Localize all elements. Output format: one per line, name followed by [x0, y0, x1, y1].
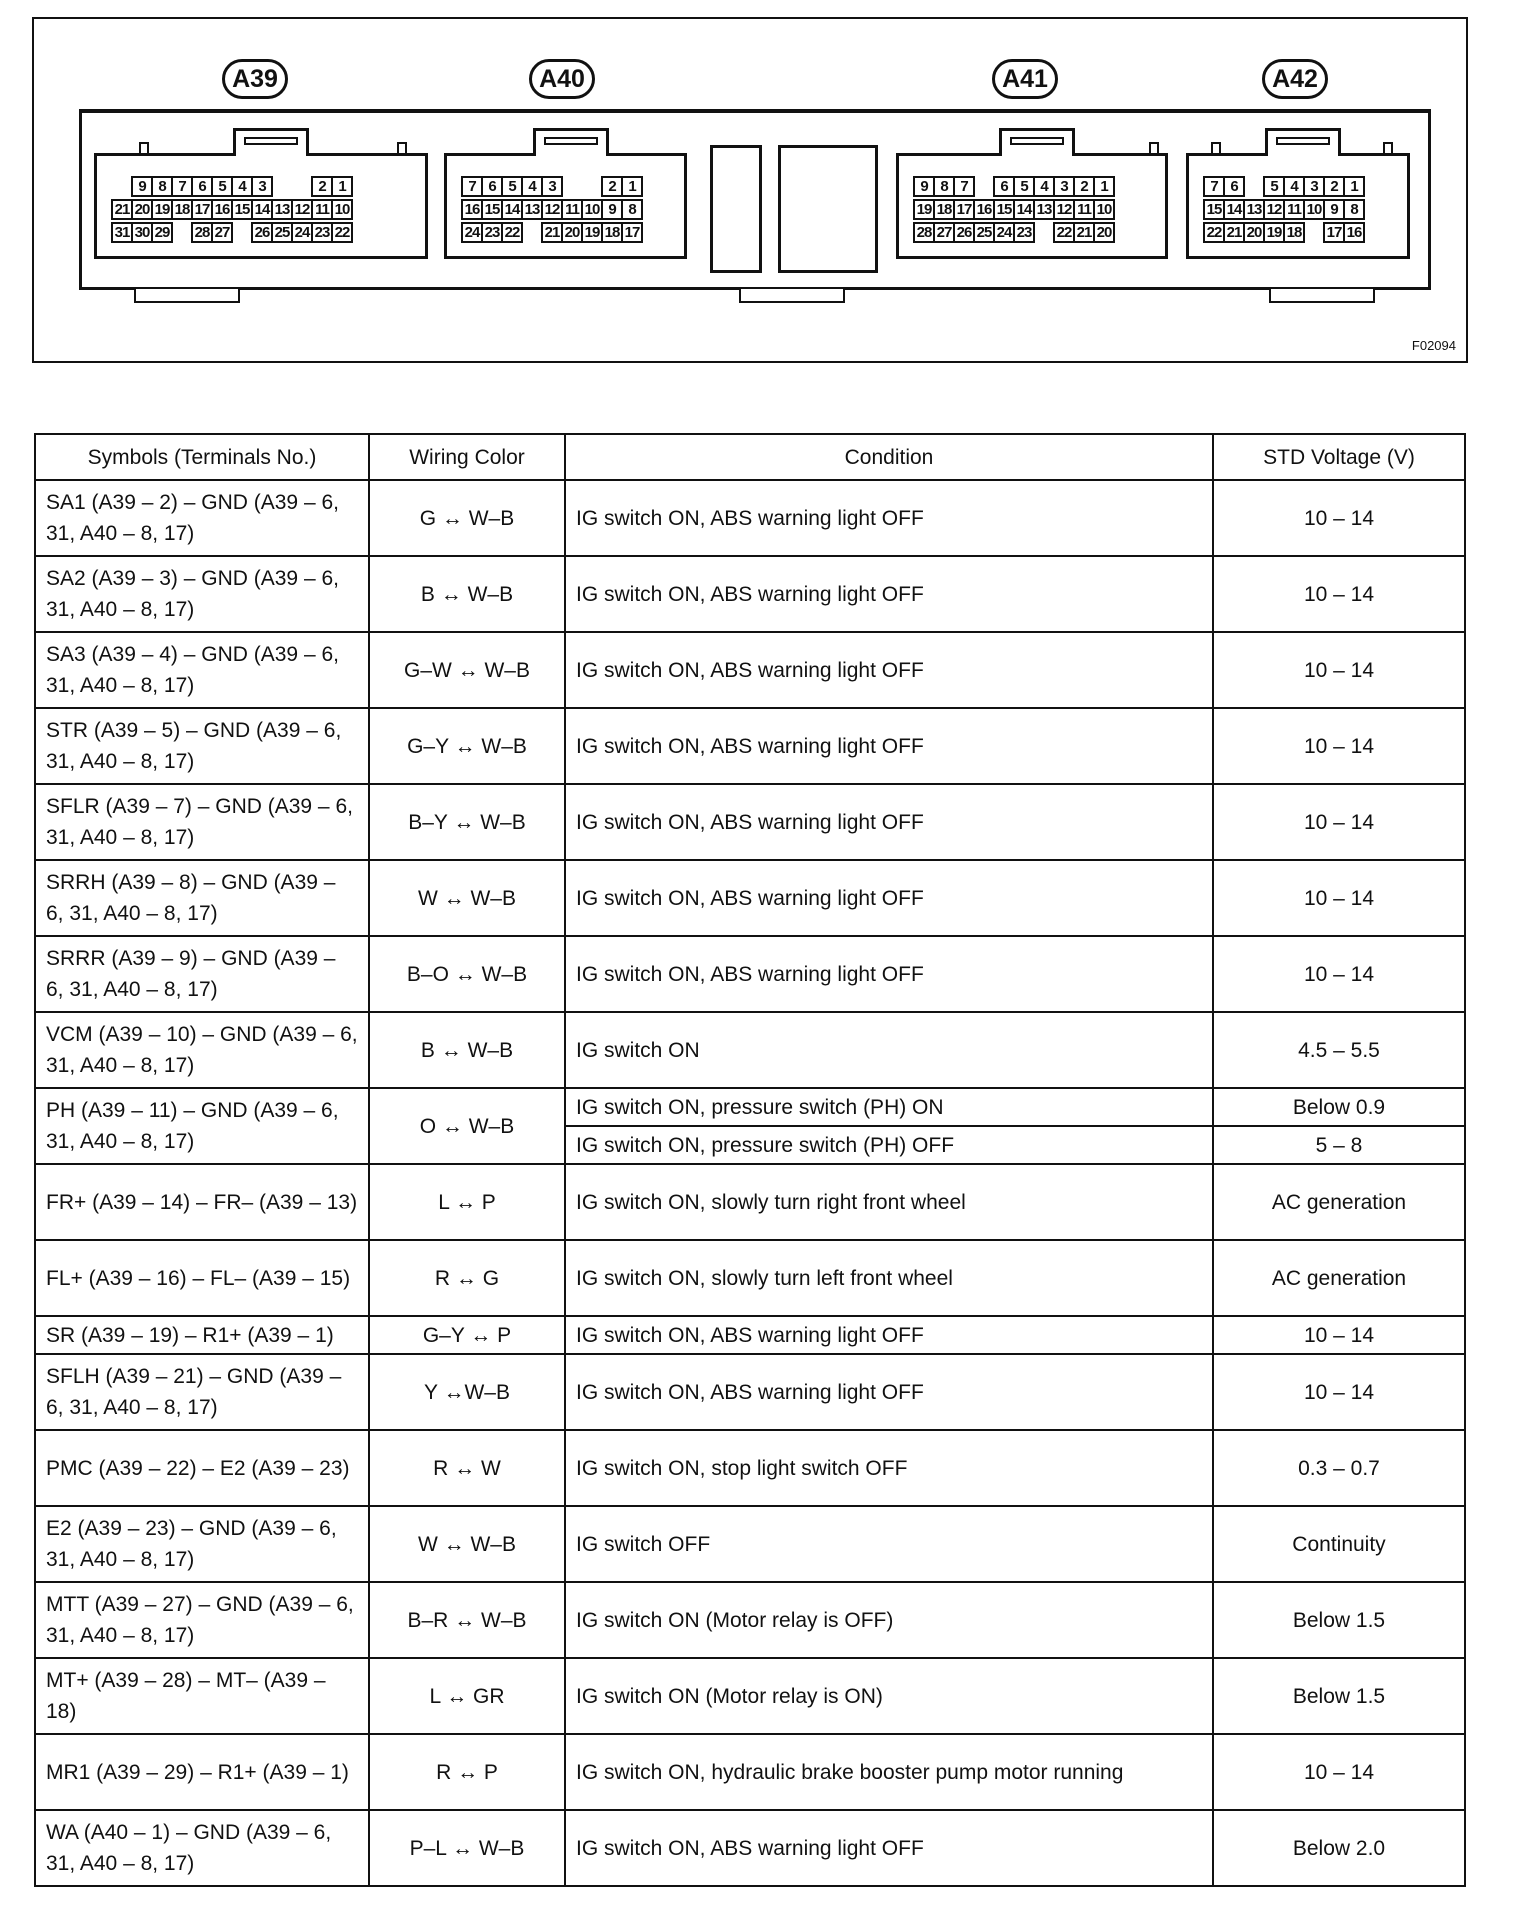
cell-std-voltage: AC generation [1213, 1240, 1465, 1316]
latch [1265, 128, 1341, 156]
latch [999, 128, 1075, 156]
cell-wiring-color: B–R ↔ W–B [369, 1582, 565, 1658]
pin: 19 [913, 199, 935, 220]
cell-std-voltage: 10 – 14 [1213, 936, 1465, 1012]
blank-cavity [710, 145, 762, 273]
pin-empty [1243, 176, 1265, 197]
pin-empty [561, 176, 583, 197]
housing-tab [134, 289, 240, 303]
pin: 24 [993, 222, 1015, 243]
cell-condition: IG switch OFF [565, 1506, 1213, 1582]
cell-wiring-color: O ↔ W–B [369, 1088, 565, 1164]
pin: 4 [1283, 176, 1305, 197]
pin-empty [171, 222, 193, 243]
pin: 17 [1323, 222, 1345, 243]
pin: 13 [271, 199, 293, 220]
pin: 13 [1243, 199, 1265, 220]
cell-std-voltage: 10 – 14 [1213, 480, 1465, 556]
pin: 18 [933, 199, 955, 220]
pin: 7 [461, 176, 483, 197]
cell-wiring-color: L ↔ GR [369, 1658, 565, 1734]
pin: 17 [621, 222, 643, 243]
cell-std-voltage: 10 – 14 [1213, 632, 1465, 708]
pin: 2 [1073, 176, 1095, 197]
pin: 29 [151, 222, 173, 243]
pin: 23 [481, 222, 503, 243]
pin: 10 [331, 199, 353, 220]
pin: 18 [601, 222, 623, 243]
cell-symbol: SRRH (A39 – 8) – GND (A39 – 6, 31, A40 – 8, 17) [35, 860, 369, 936]
pin: 31 [111, 222, 133, 243]
table-body [35, 480, 1465, 1886]
figure-code: F02094 [1411, 338, 1456, 353]
cell-wiring-color: B–O ↔ W–B [369, 936, 565, 1012]
pin-grid [913, 176, 1113, 245]
cell-symbol: WA (A40 – 1) – GND (A39 – 6, 31, A40 – 8, 17) [35, 1810, 369, 1886]
cell-std-voltage: 10 – 14 [1213, 1354, 1465, 1430]
pin: 23 [311, 222, 333, 243]
housing-tab [1269, 289, 1375, 303]
pin-row [1203, 222, 1363, 245]
cell-symbol: E2 (A39 – 23) – GND (A39 – 6, 31, A40 – 8, 17) [35, 1506, 369, 1582]
cell-condition: IG switch ON, ABS warning light OFF [565, 860, 1213, 936]
cell-symbol: SA3 (A39 – 4) – GND (A39 – 6, 31, A40 – 8, 17) [35, 632, 369, 708]
pin: 1 [1343, 176, 1365, 197]
pin: 8 [151, 176, 173, 197]
cell-wiring-color: R ↔ G [369, 1240, 565, 1316]
pin: 28 [913, 222, 935, 243]
pin: 22 [331, 222, 353, 243]
cell-condition: IG switch ON (Motor relay is ON) [565, 1658, 1213, 1734]
pin-empty [973, 176, 995, 197]
connector-a40 [444, 153, 687, 259]
pin: 21 [111, 199, 133, 220]
cell-symbol: SFLH (A39 – 21) – GND (A39 – 6, 31, A40 – 8, 17) [35, 1354, 369, 1430]
cell-std-voltage: AC generation [1213, 1164, 1465, 1240]
cell-wiring-color: R ↔ P [369, 1734, 565, 1810]
cell-condition: IG switch ON, ABS warning light OFF [565, 1354, 1213, 1430]
pin: 13 [1033, 199, 1055, 220]
pin: 21 [541, 222, 563, 243]
cell-std-voltage: 10 – 14 [1213, 1316, 1465, 1354]
header-condition: Condition [565, 434, 1213, 480]
cell-symbol: SRRR (A39 – 9) – GND (A39 – 6, 31, A40 – 8, 17) [35, 936, 369, 1012]
cell-symbol: SA1 (A39 – 2) – GND (A39 – 6, 31, A40 – 8, 17) [35, 480, 369, 556]
pin: 22 [501, 222, 523, 243]
header-wiring-color: Wiring Color [369, 434, 565, 480]
pin: 9 [1323, 199, 1345, 220]
pin: 27 [933, 222, 955, 243]
pin-grid [111, 176, 351, 245]
pin: 18 [1283, 222, 1305, 243]
pin-empty [1303, 222, 1325, 243]
pin: 16 [973, 199, 995, 220]
housing-tab [739, 289, 845, 303]
cell-wiring-color: Y ↔W–B [369, 1354, 565, 1430]
cell-wiring-color: W ↔ W–B [369, 860, 565, 936]
pin: 4 [1033, 176, 1055, 197]
pin: 3 [1053, 176, 1075, 197]
pin: 11 [311, 199, 333, 220]
pin-row [111, 176, 351, 199]
cell-condition: IG switch ON, ABS warning light OFF [565, 480, 1213, 556]
pin: 18 [171, 199, 193, 220]
table-row [35, 1316, 1465, 1354]
cell-std-voltage: Below 1.5 [1213, 1582, 1465, 1658]
pin: 2 [601, 176, 623, 197]
pin: 15 [993, 199, 1015, 220]
pin: 10 [581, 199, 603, 220]
pin: 12 [541, 199, 563, 220]
cell-wiring-color: B ↔ W–B [369, 556, 565, 632]
cell-condition: IG switch ON, ABS warning light OFF [565, 1810, 1213, 1886]
pin: 4 [521, 176, 543, 197]
pin: 22 [1203, 222, 1225, 243]
pin: 7 [1203, 176, 1225, 197]
pin: 27 [211, 222, 233, 243]
cell-std-voltage: 10 – 14 [1213, 860, 1465, 936]
pin: 19 [151, 199, 173, 220]
pin: 7 [171, 176, 193, 197]
cell-std-voltage: Below 1.5 [1213, 1658, 1465, 1734]
pin-empty [231, 222, 253, 243]
pin: 12 [1263, 199, 1285, 220]
pin: 3 [541, 176, 563, 197]
pin: 5 [1263, 176, 1285, 197]
table-row [35, 1240, 1465, 1316]
cell-wiring-color: L ↔ P [369, 1164, 565, 1240]
housing-frame [79, 109, 1429, 113]
cell-condition: IG switch ON, ABS warning light OFF [565, 784, 1213, 860]
cell-std-voltage: 10 – 14 [1213, 556, 1465, 632]
cell-wiring-color: G–Y ↔ W–B [369, 708, 565, 784]
table-row [35, 1354, 1465, 1430]
housing-frame-right [1428, 109, 1431, 289]
pin: 16 [461, 199, 483, 220]
cell-std-voltage: 10 – 14 [1213, 784, 1465, 860]
table-row [35, 1164, 1465, 1240]
cell-symbol: PH (A39 – 11) – GND (A39 – 6, 31, A40 – 8, 17) [35, 1088, 369, 1164]
pin: 7 [953, 176, 975, 197]
peg [1383, 142, 1393, 156]
pin: 11 [1283, 199, 1305, 220]
pin-row [461, 222, 641, 245]
pin: 15 [1203, 199, 1225, 220]
cell-std-voltage: 0.3 – 0.7 [1213, 1430, 1465, 1506]
table-row [35, 860, 1465, 936]
pin-row [1203, 176, 1363, 199]
header-std-voltage: STD Voltage (V) [1213, 434, 1465, 480]
pin-empty [271, 176, 293, 197]
cell-wiring-color: G ↔ W–B [369, 480, 565, 556]
cell-wiring-color: P–L ↔ W–B [369, 1810, 565, 1886]
cell-wiring-color: R ↔ W [369, 1430, 565, 1506]
pin: 8 [1343, 199, 1365, 220]
table-row [35, 1430, 1465, 1506]
cell-condition: IG switch ON, ABS warning light OFF [565, 708, 1213, 784]
latch-slot [1010, 137, 1064, 145]
pin: 24 [461, 222, 483, 243]
connector-label-a39: A39 [222, 59, 288, 99]
cell-symbol: FL+ (A39 – 16) – FL– (A39 – 15) [35, 1240, 369, 1316]
pin: 14 [501, 199, 523, 220]
pin: 16 [1343, 222, 1365, 243]
pin: 10 [1093, 199, 1115, 220]
cell-std-voltage: 10 – 14 [1213, 708, 1465, 784]
pin-row [461, 199, 641, 222]
blank-cavity [778, 145, 878, 273]
pin: 6 [481, 176, 503, 197]
cell-symbol: MT+ (A39 – 28) – MT– (A39 – 18) [35, 1658, 369, 1734]
table-row [35, 480, 1465, 556]
pin: 6 [1223, 176, 1245, 197]
terminal-spec-table [34, 433, 1466, 1887]
table-row [35, 632, 1465, 708]
cell-std-voltage: 10 – 14 [1213, 1734, 1465, 1810]
cell-wiring-color: G–W ↔ W–B [369, 632, 565, 708]
cell-condition: IG switch ON, stop light switch OFF [565, 1430, 1213, 1506]
cell-condition: IG switch ON (Motor relay is OFF) [565, 1582, 1213, 1658]
table-row [35, 1582, 1465, 1658]
cell-condition: IG switch ON, hydraulic brake booster pump motor running [565, 1734, 1213, 1810]
pin-empty [1033, 222, 1055, 243]
latch-slot [1276, 137, 1330, 145]
cell-std-voltage: Continuity [1213, 1506, 1465, 1582]
cell-wiring-color: W ↔ W–B [369, 1506, 565, 1582]
cell-symbol: VCM (A39 – 10) – GND (A39 – 6, 31, A40 – 8, 17) [35, 1012, 369, 1088]
cell-condition: IG switch ON [565, 1012, 1213, 1088]
pin: 11 [1073, 199, 1095, 220]
cell-condition: IG switch ON, slowly turn right front wheel [565, 1164, 1213, 1240]
pin: 13 [521, 199, 543, 220]
peg [139, 142, 149, 156]
pin: 8 [933, 176, 955, 197]
table-row [35, 1506, 1465, 1582]
pin: 12 [1053, 199, 1075, 220]
pin-row [111, 199, 351, 222]
cell-condition: IG switch ON, pressure switch (PH) ON [565, 1088, 1213, 1126]
pin-row [1203, 199, 1363, 222]
pin: 24 [291, 222, 313, 243]
pin-grid [1203, 176, 1363, 245]
cell-std-voltage: 4.5 – 5.5 [1213, 1012, 1465, 1088]
table-row [35, 1012, 1465, 1088]
cell-symbol: MR1 (A39 – 29) – R1+ (A39 – 1) [35, 1734, 369, 1810]
pin: 25 [271, 222, 293, 243]
pin: 22 [1053, 222, 1075, 243]
table-row [35, 1810, 1465, 1886]
peg [1211, 142, 1221, 156]
cell-symbol: PMC (A39 – 22) – E2 (A39 – 23) [35, 1430, 369, 1506]
pin: 11 [561, 199, 583, 220]
table-row [35, 708, 1465, 784]
pin: 15 [231, 199, 253, 220]
pin: 3 [251, 176, 273, 197]
pin: 8 [621, 199, 643, 220]
cell-symbol: STR (A39 – 5) – GND (A39 – 6, 31, A40 – 8, 17) [35, 708, 369, 784]
connector-label-a42: A42 [1262, 59, 1328, 99]
peg [1149, 142, 1159, 156]
pin: 20 [1243, 222, 1265, 243]
pin: 6 [191, 176, 213, 197]
pin: 9 [913, 176, 935, 197]
pin: 14 [1013, 199, 1035, 220]
cell-symbol: SR (A39 – 19) – R1+ (A39 – 1) [35, 1316, 369, 1354]
latch-slot [244, 137, 298, 145]
pin: 1 [621, 176, 643, 197]
pin: 26 [953, 222, 975, 243]
cell-std-voltage: 5 – 8 [1213, 1126, 1465, 1164]
latch-slot [544, 137, 598, 145]
pin: 21 [1073, 222, 1095, 243]
connector-diagram [32, 17, 1468, 363]
pin: 21 [1223, 222, 1245, 243]
pin: 28 [191, 222, 213, 243]
pin: 3 [1303, 176, 1325, 197]
pin: 19 [581, 222, 603, 243]
connector-a42 [1186, 153, 1410, 259]
pin: 16 [211, 199, 233, 220]
pin-empty [521, 222, 543, 243]
pin: 20 [1093, 222, 1115, 243]
table-row [35, 784, 1465, 860]
connector-label-a40: A40 [529, 59, 595, 99]
housing-frame-left [79, 109, 82, 289]
pin: 25 [973, 222, 995, 243]
pin: 9 [131, 176, 153, 197]
pin: 23 [1013, 222, 1035, 243]
header-symbols: Symbols (Terminals No.) [35, 434, 369, 480]
pin: 17 [953, 199, 975, 220]
pin-row [913, 176, 1113, 199]
pin-row [461, 176, 641, 199]
cell-wiring-color: G–Y ↔ P [369, 1316, 565, 1354]
table-row [35, 1658, 1465, 1734]
pin-empty [111, 176, 133, 197]
cell-symbol: FR+ (A39 – 14) – FR– (A39 – 13) [35, 1164, 369, 1240]
pin-row [111, 222, 351, 245]
pin: 14 [1223, 199, 1245, 220]
pin: 12 [291, 199, 313, 220]
pin-empty [291, 176, 313, 197]
cell-wiring-color: B–Y ↔ W–B [369, 784, 565, 860]
pin: 2 [1323, 176, 1345, 197]
cell-symbol: SA2 (A39 – 3) – GND (A39 – 6, 31, A40 – 8, 17) [35, 556, 369, 632]
cell-condition: IG switch ON, slowly turn left front wheel [565, 1240, 1213, 1316]
cell-std-voltage: Below 2.0 [1213, 1810, 1465, 1886]
cell-symbol: SFLR (A39 – 7) – GND (A39 – 6, 31, A40 – 8, 17) [35, 784, 369, 860]
pin: 5 [211, 176, 233, 197]
connector-a39 [94, 153, 428, 259]
pin-row [913, 222, 1113, 245]
pin-row [913, 199, 1113, 222]
pin: 2 [311, 176, 333, 197]
pin: 20 [561, 222, 583, 243]
cell-condition: IG switch ON, ABS warning light OFF [565, 632, 1213, 708]
cell-condition: IG switch ON, ABS warning light OFF [565, 556, 1213, 632]
table-row [35, 556, 1465, 632]
pin: 5 [501, 176, 523, 197]
table-row [35, 936, 1465, 1012]
pin: 4 [231, 176, 253, 197]
cell-wiring-color: B ↔ W–B [369, 1012, 565, 1088]
pin: 5 [1013, 176, 1035, 197]
table-row [35, 1088, 1465, 1126]
cell-condition: IG switch ON, ABS warning light OFF [565, 936, 1213, 1012]
pin: 26 [251, 222, 273, 243]
table-header-row [35, 434, 1465, 480]
cell-symbol: MTT (A39 – 27) – GND (A39 – 6, 31, A40 – 8, 17) [35, 1582, 369, 1658]
pin: 19 [1263, 222, 1285, 243]
cell-condition: IG switch ON, ABS warning light OFF [565, 1316, 1213, 1354]
pin: 6 [993, 176, 1015, 197]
table-row [35, 1734, 1465, 1810]
pin: 10 [1303, 199, 1325, 220]
latch [533, 128, 609, 156]
pin: 9 [601, 199, 623, 220]
connector-label-a41: A41 [992, 59, 1058, 99]
pin: 17 [191, 199, 213, 220]
pin-empty [581, 176, 603, 197]
cell-std-voltage: Below 0.9 [1213, 1088, 1465, 1126]
pin: 14 [251, 199, 273, 220]
pin: 20 [131, 199, 153, 220]
pin: 1 [331, 176, 353, 197]
pin: 1 [1093, 176, 1115, 197]
latch [233, 128, 309, 156]
pin: 30 [131, 222, 153, 243]
peg [397, 142, 407, 156]
cell-condition: IG switch ON, pressure switch (PH) OFF [565, 1126, 1213, 1164]
pin-grid [461, 176, 641, 245]
pin: 15 [481, 199, 503, 220]
connector-a41 [896, 153, 1168, 259]
